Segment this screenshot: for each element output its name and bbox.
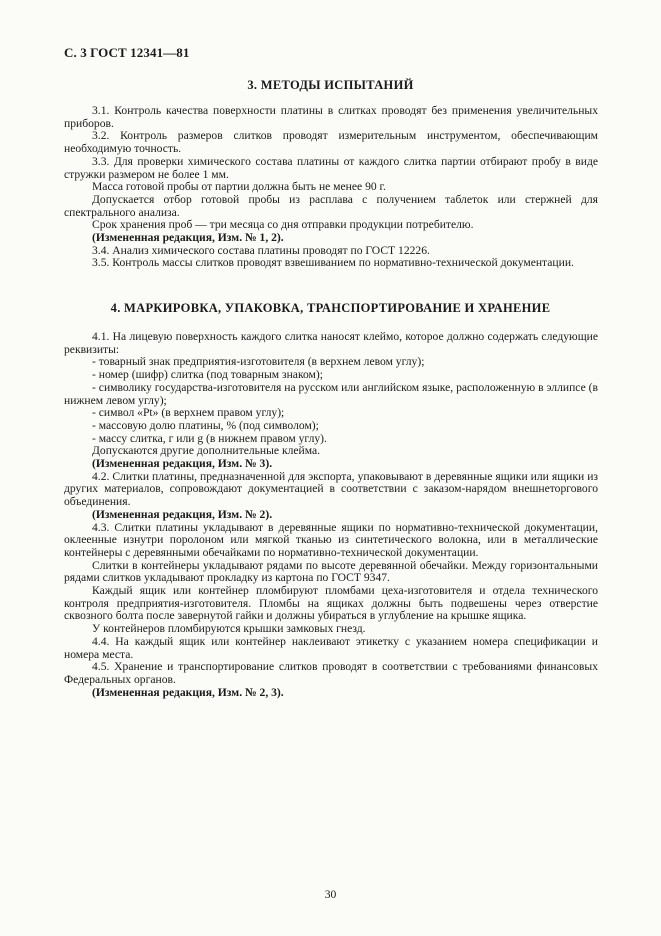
- list-item: - символ «Pt» (в верхнем правом углу);: [92, 406, 285, 420]
- paragraph: 4.4. На каждый ящик или контейнер наклеивают этикетку с указанием номера спецификации и номера места.: [64, 634, 598, 661]
- paragraph: 3.1. Контроль качества поверхности платины в слитках проводят без применения увеличительных приборов.: [64, 104, 598, 130]
- paragraph: Каждый ящик или контейнер пломбируют пломбами цеха-изготовителя и отдела технического контроля предприятия-изготовителя. Пломбы на ящиках должны быть подвешены через отверстие сквозного болта после завернутой гайки и должны убираться в углубление на крышке ящика.: [64, 584, 598, 623]
- list-item: - массу слитка, г или g (в нижнем правом углу).: [92, 431, 327, 445]
- paragraph: 4.2. Слитки платины, предназначенной для экспорта, упаковывают в деревянные ящики или ящики из других материалов, сопровождают документацией в соответствии с заказом-нарядом внешнеторгового объединения.: [64, 469, 598, 509]
- page-header: С. 3 ГОСТ 12341—81: [64, 45, 190, 60]
- list-item: - массовую долю платины, % (под символом);: [92, 418, 319, 432]
- paragraph: 4.3. Слитки платины укладывают в деревянные ящики по нормативно-технической документации, оклеенные изнутри поролоном или мягкой тканью из синтетического волокна, или в металлические контейнеры с деревянными обечайками по нормативно-технической документации.: [64, 520, 598, 559]
- list-item: - товарный знак предприятия-изготовителя (в верхнем левом углу);: [92, 355, 425, 369]
- paragraph: 3.4. Анализ химического состава платины проводят по ГОСТ 12226.: [92, 243, 430, 257]
- list-item: - символику государства-изготовителя на русском или английском языке, расположенную в эллипсе (в нижнем левом углу);: [64, 380, 598, 407]
- paragraph: 3.5. Контроль массы слитков проводят взвешиванием по нормативно-технической документации.: [92, 256, 574, 270]
- amendment-note: (Измененная редакция, Изм. № 3).: [92, 457, 273, 471]
- paragraph: 4.5. Хранение и транспортирование слитков проводят в соответствии с требованиями финансовых Федеральных органов.: [64, 660, 598, 686]
- paragraph: Допускается отбор готовой пробы из расплава с получением таблеток или стержней для спектрального анализа.: [64, 192, 598, 219]
- amendment-note: (Измененная редакция, Изм. № 1, 2).: [92, 231, 284, 245]
- amendment-note: (Измененная редакция, Изм. № 2).: [92, 507, 273, 521]
- section-4-body: [64, 331, 598, 699]
- page-number: 30: [324, 888, 337, 901]
- paragraph: Срок хранения проб — три месяца со дня отправки продукции потребителю.: [92, 218, 474, 232]
- paragraph: Масса готовой пробы от партии должна быть не менее 90 г.: [92, 180, 386, 194]
- paragraph: 4.1. На лицевую поверхность каждого слитка наносят клеймо, которое должно содержать следующие реквизиты:: [64, 330, 598, 356]
- paragraph: Допускаются другие дополнительные клейма.: [92, 444, 321, 458]
- paragraph: У контейнеров пломбируются крышки замковых гнезд.: [92, 622, 366, 636]
- section-3-body: [64, 105, 598, 270]
- amendment-note: (Измененная редакция, Изм. № 2, 3).: [92, 685, 284, 699]
- list-item: - номер (шифр) слитка (под товарным знаком);: [92, 368, 323, 382]
- paragraph: 3.2. Контроль размеров слитков проводят измерительным инструментом, обеспечивающим необходимую точность.: [64, 129, 598, 156]
- section-3-title: 3. МЕТОДЫ ИСПЫТАНИЙ: [247, 78, 414, 92]
- paragraph: Слитки в контейнеры укладывают рядами по высоте деревянной обечайки. Между горизонтальными рядами слитков укладывают прокладку из картона по ГОСТ 9347.: [64, 558, 598, 585]
- section-4-title: 4. МАРКИРОВКА, УПАКОВКА, ТРАНСПОРТИРОВАНИЕ И ХРАНЕНИЕ: [110, 301, 551, 315]
- paragraph: 3.3. Для проверки химического состава платины от каждого слитка партии отбирают пробу в виде стружки размером не более 1 мм.: [64, 154, 598, 181]
